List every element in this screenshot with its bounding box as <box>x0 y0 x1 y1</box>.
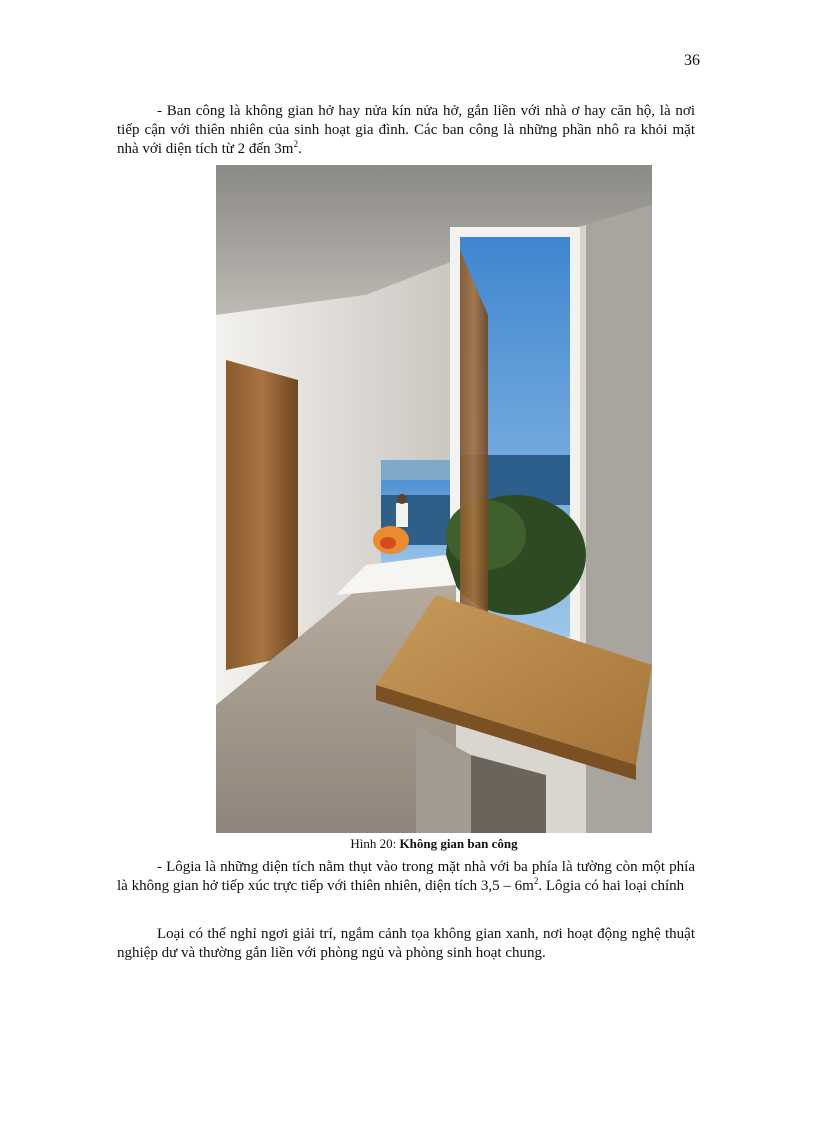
page-number: 36 <box>684 52 700 69</box>
superscript-2: 2 <box>533 876 539 886</box>
paragraph-logia-type <box>117 925 695 963</box>
paragraph-logia <box>117 858 695 896</box>
caption-prefix: Hình 20: <box>350 836 400 851</box>
balcony-photo <box>216 165 652 833</box>
paragraph-balcony-text: - Ban công là không gian hở hay nửa kín nửa hở, gắn liền với nhà ơ hay căn hộ, là nơi tiếp cận với thiên nhiên của sinh hoạt gia đình. Các ban công là những phần nhô ra khỏi mặt nhà với diện tích từ 2 đến 3m <box>117 103 695 157</box>
paragraph-logia-text: - Lôgia là những diện tích nằm thụt vào trong mặt nhà với ba phía là tường còn một phía là không gian hở tiếp xúc trực tiếp với thiên nhiên, diện tích 3,5 – 6m <box>117 859 695 894</box>
caption-title: Không gian ban công <box>399 836 518 851</box>
figure-caption <box>216 836 652 852</box>
paragraph-logia-end: . Lôgia có hai loại chính <box>538 878 685 894</box>
paragraph-logia-type-text: Loại có thể nghỉ ngơi giải trí, ngắm cảnh tọa không gian xanh, nơi hoạt động nghệ thuật nghiệp dư và thường gắn liền với phòng ngủ và phòng sinh hoạt chung. <box>117 926 695 961</box>
paragraph-balcony <box>117 102 695 159</box>
paragraph-balcony-end: . <box>297 141 302 157</box>
figure-balcony-photo <box>216 165 652 833</box>
superscript-2: 2 <box>293 139 298 149</box>
